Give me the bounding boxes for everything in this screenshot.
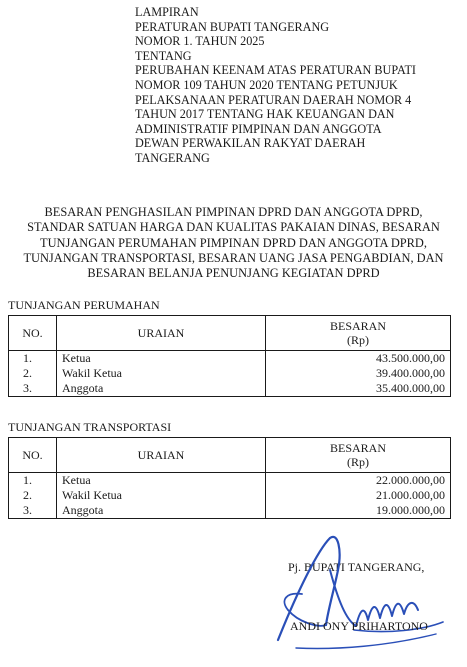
signatory-title: Pj. BUPATI TANGERANG, [288,560,425,574]
table-row [9,351,451,367]
besaran-label: BESARAN [329,319,386,333]
column-header-uraian: URAIAN [57,438,266,473]
row-besaran: 21.000.000,00 [266,488,451,503]
table-row [9,488,451,503]
title-line: BESARAN PENGHASILAN PIMPINAN DPRD DAN ANGGOTA DPRD, [44,205,423,219]
regulation-number: NOMOR 1. TAHUN 2025 [135,34,265,49]
subject-line: ADMINISTRATIF PIMPINAN DAN ANGGOTA [135,121,382,136]
row-uraian: Wakil Ketua [57,488,266,503]
section-label-transportasi: TUNJANGAN TRANSPORTASI [8,420,172,434]
row-besaran: 19.000.000,00 [266,503,451,519]
row-number: 2. [9,366,57,381]
handwritten-signature [258,530,458,655]
subject-line: TANGERANG [135,150,210,165]
subject-line: DEWAN PERWAKILAN RAKYAT DAERAH [135,136,366,151]
regulation-name: PERATURAN BUPATI TANGERANG [135,19,330,34]
column-header-no: NO. [9,438,57,473]
table-row [9,381,451,397]
lampiran-label: LAMPIRAN [135,5,199,19]
row-number: 3. [9,503,57,519]
besaran-label: BESARAN [329,441,386,455]
subject-line: PELAKSANAAN PERATURAN DAERAH NOMOR 4 [135,92,412,107]
subject-line: TAHUN 2017 TENTANG HAK KEUANGAN DAN [135,107,395,122]
housing-allowance-table [8,315,451,397]
row-number: 2. [9,488,57,503]
table-header-row [9,438,451,473]
row-besaran: 43.500.000,00 [266,351,451,367]
subject-line: PERUBAHAN KEENAM ATAS PERATURAN BUPATI [135,63,416,78]
title-line: TUNJANGAN TRANSPORTASI, BESARAN UANG JASA PENGABDIAN, DAN [23,250,444,265]
title-line: STANDAR SATUAN HARGA DAN KUALITAS PAKAIAN DINAS, BESARAN [27,220,440,235]
title-line: TUNJANGAN PERUMAHAN PIMPINAN DPRD DAN ANGGOTA DPRD, [40,235,427,250]
currency-unit: (Rp) [347,455,369,469]
row-uraian: Ketua [57,473,266,489]
row-uraian: Anggota [57,381,266,397]
subject-line: NOMOR 109 TAHUN 2020 TENTANG PETUNJUK [135,77,398,92]
row-besaran: 35.400.000,00 [266,381,451,397]
table-row [9,473,451,489]
signatory-name: ANDI ONY PRIHARTONO [290,619,428,633]
table-header-row [9,316,451,351]
attachment-header [135,5,416,166]
title-line: BESARAN BELANJA PENUNJANG KEGIATAN DPRD [87,266,380,281]
tentang-label: TENTANG [135,48,192,63]
column-header-no: NO. [9,316,57,351]
section-label-perumahan: TUNJANGAN PERUMAHAN [8,298,160,312]
row-number: 1. [9,351,57,367]
row-uraian: Ketua [57,351,266,367]
row-number: 1. [9,473,57,489]
table-row [9,503,451,519]
column-header-besaran [266,438,451,473]
column-header-besaran [266,316,451,351]
currency-unit: (Rp) [347,333,369,347]
row-number: 3. [9,381,57,397]
row-besaran: 39.400.000,00 [266,366,451,381]
document-title [0,205,467,281]
row-uraian: Anggota [57,503,266,519]
row-uraian: Wakil Ketua [57,366,266,381]
table-row [9,366,451,381]
column-header-uraian: URAIAN [57,316,266,351]
transport-allowance-table [8,437,451,519]
row-besaran: 22.000.000,00 [266,473,451,489]
